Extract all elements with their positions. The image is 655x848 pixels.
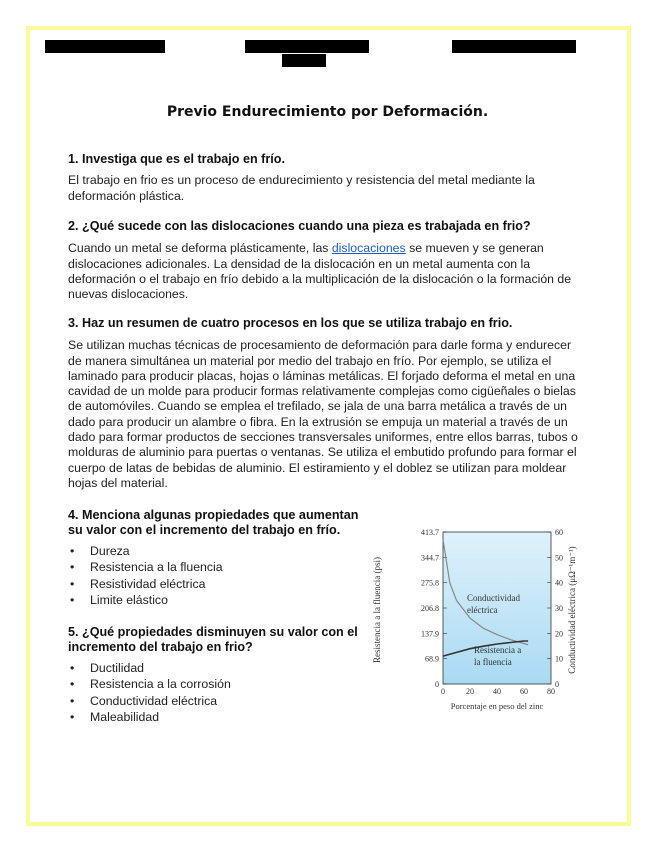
answer-text: Se utilizan muchas técnicas de procesamiento de deformación para darle forma y endurecer de manera simultánea un material por medio del trabajo en frío. Por ejemplo, se utiliza el laminado para producir placas, hojas o láminas metálicas. El forjado deforma el metal en una cavidad de un molde para producir formas relativamente complejas como cigüeñales o bielas de automóviles. Cuando se emplea el trefilado, se jala de una barra metálica a través de un dado para producir un alambre o fibra. En la extrusión se empuja un material a través de un dado para formar productos de secciones transversales uniformes, entre ellos barras, tubos o molduras de aluminio para puertas o ventanas. Se utiliza el embutido profundo para formar el cuerpo de latas de bebidas de aluminio. El estiramiento y el doblez se utilizan para moldear hojas del material. [68,338,578,490]
y-tick-label: 344.7 [421,553,439,563]
y2-tick-label: 50 [555,553,563,563]
question-4 [68,508,368,609]
list-item: • Resistencia a la fluencia [90,559,368,576]
x-tick-label: 0 [441,687,445,696]
property-list [68,660,368,726]
question-heading: 2. ¿Qué sucede con las dislocaciones cuando una pieza es trabajada en frio? [68,219,531,233]
series-label: eléctrica [467,605,498,615]
question-5 [68,625,368,726]
list-item: • Resistividad eléctrica [90,576,368,593]
question-3 [68,316,588,491]
property-list [68,543,368,609]
question-heading: 4. Menciona algunas propiedades que aumentan su valor con el incremento del trabajo en frío. [68,508,359,538]
y2-tick-label: 0 [555,680,559,689]
y-tick-label: 0 [435,680,439,689]
redacted-block [452,40,576,53]
document-title: Previo Endurecimiento por Deformación. [166,104,489,120]
y2-axis-label: Conductividad eléctrica (μΩ⁻¹m⁻¹) [567,546,577,674]
question-2 [68,219,588,302]
x-tick-label: 80 [547,687,555,696]
series-label: la fluencia [474,657,512,667]
zinc-chart [370,520,590,720]
list-item: • Resistencia a la corrosión [90,676,368,693]
redacted-block [245,40,369,53]
list-item: • Conductividad eléctrica [90,693,368,710]
question-1 [68,152,588,204]
x-tick-label: 20 [466,687,474,696]
dislocaciones-link[interactable]: dislocaciones [331,241,406,256]
y-tick-label: 413.7 [421,528,439,537]
y-axis-label: Resistencia a la fluencia (psi) [372,557,382,663]
y2-tick-label: 10 [555,654,563,664]
list-item: • Limite elástico [90,592,368,609]
list-item: • Dureza [90,543,368,560]
list-item: • Maleabilidad [90,709,368,726]
y-tick-label: 275.8 [421,578,439,588]
series-label: Conductividad [467,593,520,603]
answer-part: se mueven y se generan dislocaciones adicionales. La densidad de la dislocación en un metal aumenta con la deformación o el trabajo en frío debido a la multiplicación de la dislocación o la formación de nuevas dislocaciones. [68,241,572,302]
y2-tick-label: 20 [555,629,563,639]
x-axis-label: Porcentaje en peso del zinc [450,701,544,711]
question-heading: 5. ¿Qué propiedades disminuyen su valor con el incremento del trabajo en frio? [68,625,358,655]
y-tick-label: 206.8 [421,604,439,613]
y-tick-label: 68.9 [425,654,439,664]
answer-part: Cuando un metal se deforma plásticamente, las [68,241,332,256]
y2-tick-label: 30 [555,604,563,613]
redacted-block [282,54,326,67]
answer-text: El trabajo en frio es un proceso de endurecimiento y resistencia del metal mediante la deformación plástica. [68,173,535,203]
x-tick-label: 40 [493,687,501,696]
answer-text [68,241,588,302]
y-tick-label: 137.9 [421,629,439,639]
list-item: • Ductilidad [90,660,368,677]
question-heading: 1. Investiga que es el trabajo en frío. [68,152,285,166]
x-tick-label: 60 [520,687,528,696]
y2-tick-label: 40 [555,578,563,588]
series-label: Resistencia a [474,645,522,655]
redacted-block [45,40,165,53]
question-heading: 3. Haz un resumen de cuatro procesos en los que se utiliza trabajo en frio. [68,316,513,330]
y2-tick-label: 60 [555,528,563,537]
